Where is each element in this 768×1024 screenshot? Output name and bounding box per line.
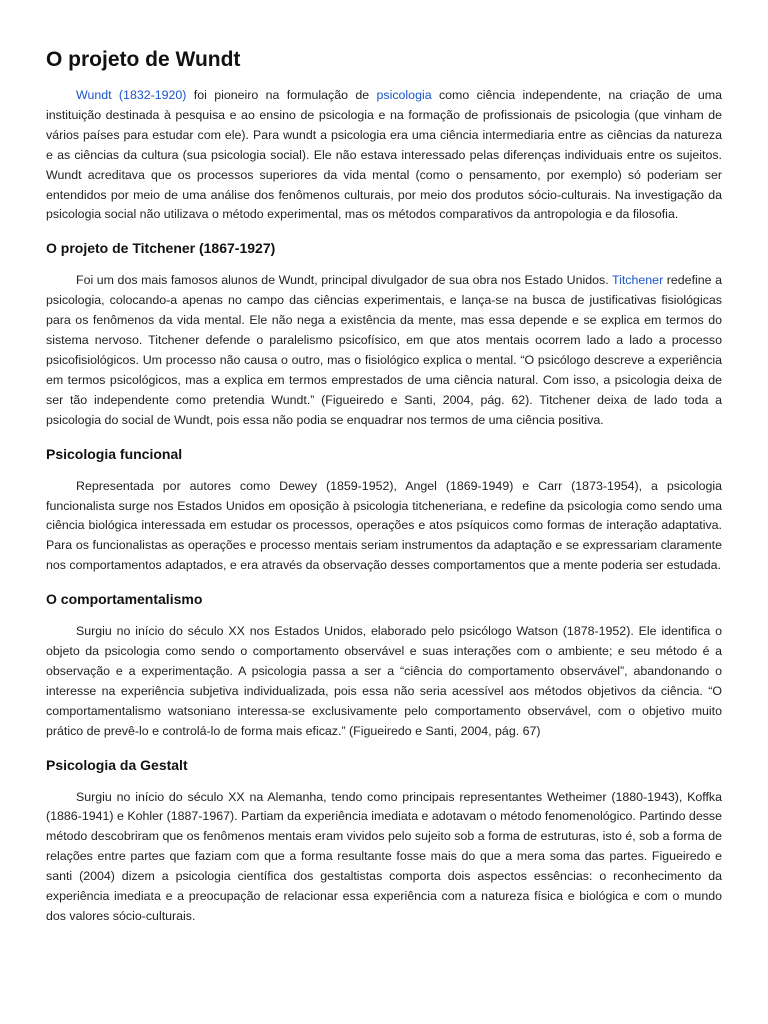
gestalt-heading: Psicologia da Gestalt [46,756,188,773]
funcional-paragraph: Representada por autores como Dewey (1859-1952), Angel (1869-1949) e Carr (1873-1954), a psicologia funcionalista surge nos Estados Unidos em oposição à psicologia titcheneriana, e redefine da psicologia como sendo uma ciência biológica interessada em estudar os processos, operações e atos psíquicos como formas de interação adaptativa. Para os funcionalistas as operações e processo mentais seriam instrumentos da adaptação e se expressariam claramente nos comportamentos adaptados, e era através da observação desses comportamentos que a mente poderia ser estudada. [46,478,722,573]
titchener-paragraph [46,271,722,430]
intro-text-1: foi pioneiro na formulação de [186,88,377,102]
intro-text-2: como ciência independente, na criação de uma instituição destinada à pesquisa e ao ensino de psicologia e na formação de profissionais de psicologia (que vinham de vários países para estudar com ele). Para wundt a psicologia era uma ciência intermediaria entre as ciências da natureza e as ciências da cultura (sua psicologia social). Ele não estava interessado pelas diferenças individuais entre os sujeitos. Wundt acreditava que os processos superiores da vida mental (como o pensamento, por exemplo) só poderiam ser entendidos por meio de uma análise dos fenômenos culturais, por meio dos produtos sócio-culturais. Na investigação da psicologia social não utilizava o método experimental, mas os métodos comparativos da antropologia e da filosofia. [46,88,722,222]
page-title: O projeto de Wundt [46,48,241,71]
psicologia-link[interactable]: psicologia [376,88,432,102]
titchener-link[interactable]: Titchener [612,273,664,288]
comportamentalismo-paragraph: Surgiu no início do século XX nos Estados Unidos, elaborado pelo psicólogo Watson (1878-1952). Ele identifica o objeto da psicologia como sendo o comportamento observável e suas interações com o ambiente; e seu método é a observação e a experimentação. A psicologia passa a ser a “ciência do comportamento observável”, abandonando o interesse na experiência subjetiva individualizada, pois essa não seria acessível aos métodos objetivos da ciência. “O comportamentalismo watsoniano interessa-se exclusivamente pelo comportamento observável, com o objetivo muito prático de prevê-lo e controlá-lo de forma mais eficaz.” (Figueiredo e Santi, 2004, pág. 67) [46,624,722,738]
intro-paragraph [46,86,722,225]
titchener-heading: O projeto de Titchener (1867-1927) [46,240,276,257]
gestalt-paragraph: Surgiu no início do século XX na Alemanha, tendo como principais representantes Wetheimer (1880-1943), Koffka (1886-1941) e Kohler (1887-1967). Partiam da experiência imediata e adotavam o método fenomenológico. Partindo desse método descobriram que os fenômenos mentais eram vividos pelo sujeito sob a forma de estruturas, isto é, sob a forma de relações entre partes que faziam com que a forma resultante fosse mais do que a mera soma das partes. Figueiredo e santi (2004) dizem a psicologia científica dos gestaltistas comporta dois aspectos essências: o reconhecimento da experiência imediata e a preocupação de relacionar essa experiência com a natureza física e biológica e com o mundo dos valores sócio-culturais. [46,789,722,923]
funcional-heading: Psicologia funcional [46,445,183,462]
comportamentalismo-heading: O comportamentalismo [46,591,203,608]
wundt-link[interactable]: Wundt (1832-1920) [76,88,187,102]
titchener-text-2: redefine a psicologia, colocando-a apenas no campo das ciências experimentais, e lança-se na busca de justificativas fisiológicas para os fenômenos da vida mental. Ele não nega a existência da mente, mas essa depende e se explica em termos do sistema nervoso. Titchener defende o paralelismo psicofísico, em que atos mentais ocorrem lado a lado a processo psicofisiológicos. Um processo não causa o outro, mas o fisiológico explica o mental. “O psicólogo descreve a experiência em termos psicológicos, mas a explica em termos emprestados de uma ciência natural. Com isso, a psicologia deixa de ser tão independente como pretendia Wundt.” (Figueiredo e Santi, 2004, pág. 62). Titchener deixa de lado toda a psicologia do social de Wundt, pois essa não podia se enquadrar nos termos de uma ciência positiva. [46,273,723,427]
titchener-text-1: Foi um dos mais famosos alunos de Wundt, principal divulgador de sua obra nos Estado Unidos. [76,273,612,288]
